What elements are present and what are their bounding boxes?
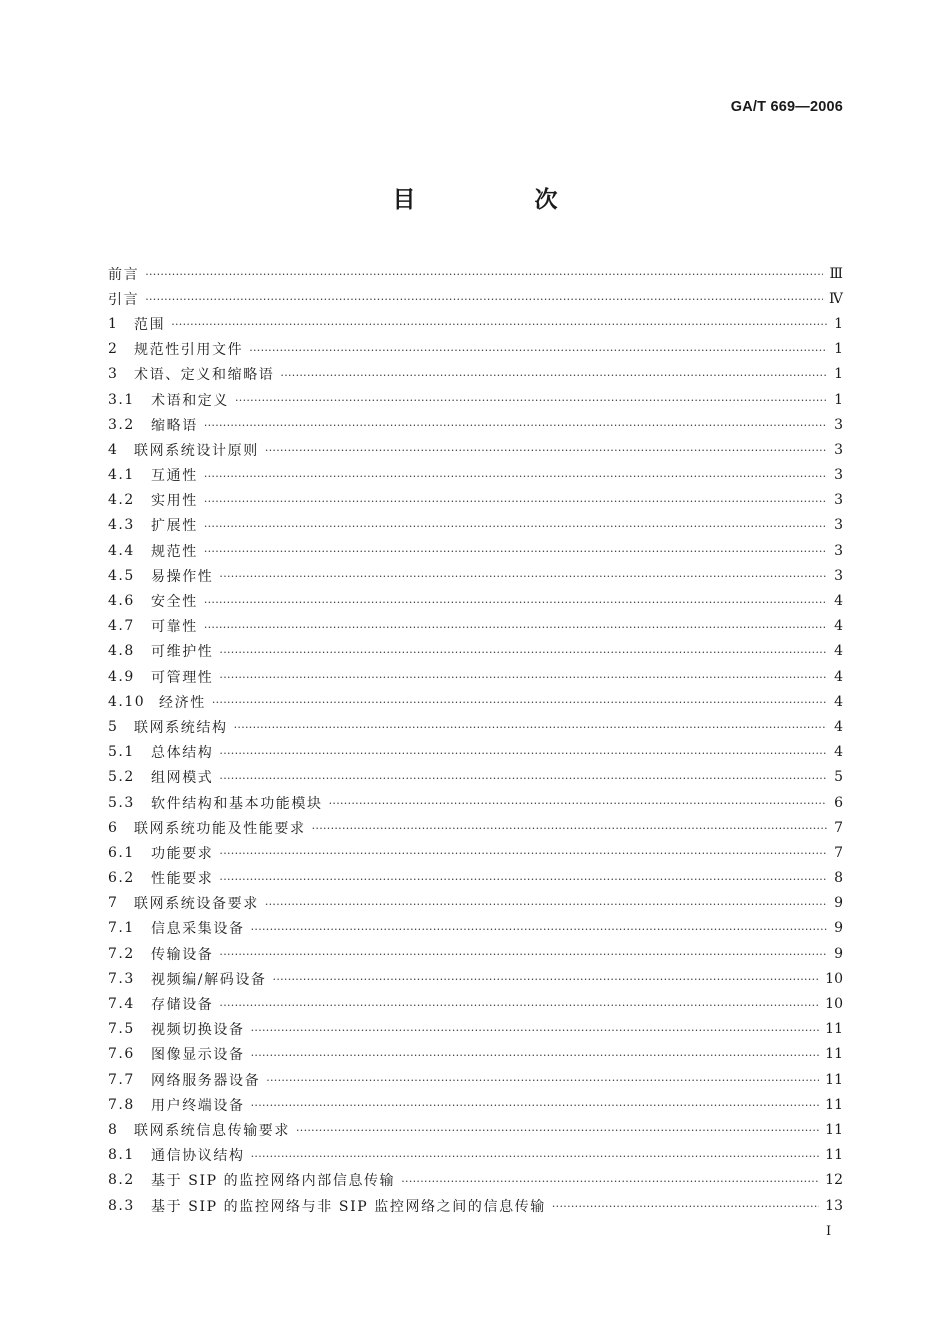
dot-leader [219, 847, 827, 860]
toc-entry-number: 8.1 [108, 1147, 135, 1164]
toc-entry[interactable] [108, 261, 843, 286]
toc-entry[interactable] [108, 966, 843, 991]
toc-entry[interactable] [108, 1092, 843, 1117]
toc-entry-page: 4 [834, 618, 843, 635]
toc-entry-page: 1 [834, 391, 843, 408]
toc-entry-page: 11 [825, 1046, 843, 1063]
toc-entry-number: 8.2 [108, 1172, 135, 1189]
toc-entry-title: 联网系统结构 [134, 719, 228, 736]
toc-entry-title: 术语和定义 [151, 392, 229, 409]
toc-entry[interactable] [108, 815, 843, 840]
toc-entry[interactable] [108, 412, 843, 437]
toc-entry-number: 7.4 [108, 996, 135, 1013]
toc-entry-page: 4 [834, 593, 843, 610]
toc-entry-number: 8 [108, 1121, 119, 1138]
toc-entry-title: 用户终端设备 [151, 1097, 245, 1114]
toc-entry-number: 4.1 [108, 467, 135, 484]
toc-entry-page: Ⅲ [829, 265, 843, 282]
toc-entry-page: 1 [834, 366, 843, 383]
toc-entry-title: 联网系统信息传输要求 [134, 1122, 290, 1139]
toc-entry-number: 7.6 [108, 1046, 135, 1063]
toc-entry-title: 可管理性 [151, 669, 214, 686]
toc-entry-page: 3 [834, 416, 843, 433]
toc-entry-number: 5 [108, 718, 119, 735]
dot-leader [219, 570, 827, 583]
toc-entry-page: 6 [834, 794, 843, 811]
toc-entry-number: 2 [108, 341, 119, 358]
toc-entry[interactable] [108, 437, 843, 462]
toc-entry-page: Ⅳ [829, 290, 843, 307]
dot-leader [145, 268, 823, 281]
toc-entry[interactable] [108, 588, 843, 613]
dot-leader [329, 797, 827, 810]
toc-entry-number: 7 [108, 895, 119, 912]
dot-leader [312, 822, 827, 835]
standard-code: GA/T 669—2006 [730, 99, 843, 115]
dot-leader [251, 1099, 820, 1112]
toc-entry-page: 7 [834, 844, 843, 861]
page-title: 目 次 [392, 187, 606, 213]
toc-entry-title: 实用性 [151, 493, 198, 510]
dot-leader [171, 318, 827, 331]
dot-leader [204, 545, 827, 558]
toc-entry-page: 9 [834, 895, 843, 912]
toc-entry[interactable] [108, 1168, 843, 1193]
toc-entry-page: 8 [834, 870, 843, 887]
toc-entry-title: 缩略语 [151, 417, 198, 434]
toc-entry[interactable] [108, 1067, 843, 1092]
dot-leader [219, 999, 819, 1012]
toc-entry-page: 11 [825, 1147, 843, 1164]
dot-leader [249, 344, 827, 357]
toc-entry-number: 4.6 [108, 593, 135, 610]
toc-entry-title: 扩展性 [151, 518, 198, 535]
toc-entry-number: 7.2 [108, 945, 135, 962]
dot-leader [251, 1150, 820, 1163]
toc-entry-page: 4 [834, 693, 843, 710]
toc-entry-title: 易操作性 [151, 568, 214, 585]
toc-entry[interactable] [108, 362, 843, 387]
toc-entry-page: 13 [825, 1197, 843, 1214]
toc-entry-title: 联网系统设备要求 [134, 896, 259, 913]
toc-entry-number: 7.7 [108, 1071, 135, 1088]
toc-entry-title: 视频切换设备 [151, 1022, 245, 1039]
toc-entry-number: 3.1 [108, 391, 135, 408]
toc-entry-number: 4.7 [108, 618, 135, 635]
dot-leader [204, 470, 827, 483]
toc-entry-number: 7.5 [108, 1021, 135, 1038]
toc-entry-title: 信息采集设备 [151, 921, 245, 938]
toc-entry-number: 4.4 [108, 542, 135, 559]
dot-leader [212, 696, 827, 709]
dot-leader [235, 394, 827, 407]
toc-entry-page: 11 [825, 1021, 843, 1038]
dot-leader [234, 721, 827, 734]
toc-entry-page: 3 [834, 441, 843, 458]
toc-entry[interactable] [108, 387, 843, 412]
dot-leader [552, 1200, 819, 1213]
toc-entry[interactable] [108, 916, 843, 941]
toc-entry-title: 规范性 [151, 543, 198, 560]
toc-entry-title: 视频编/解码设备 [151, 971, 267, 988]
toc-entry[interactable] [108, 689, 843, 714]
toc-entry[interactable] [108, 488, 843, 513]
toc-entry-title: 引言 [108, 291, 140, 308]
toc-entry-page: 10 [825, 996, 843, 1013]
toc-entry-page: 4 [834, 643, 843, 660]
toc-entry-title: 网络服务器设备 [151, 1072, 261, 1089]
toc-entry[interactable] [108, 639, 843, 664]
dot-leader [204, 621, 827, 634]
toc-entry-title: 可维护性 [151, 644, 214, 661]
toc-entry[interactable] [108, 840, 843, 865]
toc-entry[interactable] [108, 513, 843, 538]
toc-entry-title: 基于 SIP 的监控网络与非 SIP 监控网络之间的信息传输 [151, 1198, 546, 1215]
dot-leader [265, 898, 827, 911]
dot-leader [219, 948, 827, 961]
toc-entry-page: 5 [834, 769, 843, 786]
toc-entry-page: 12 [825, 1172, 843, 1189]
toc-entry-title: 互通性 [151, 468, 198, 485]
toc-entry-number: 3.2 [108, 416, 135, 433]
toc-entry-title: 通信协议结构 [151, 1148, 245, 1165]
toc-entry[interactable] [108, 866, 843, 891]
dot-leader [265, 444, 827, 457]
toc-entry-page: 3 [834, 542, 843, 559]
dot-leader [219, 747, 827, 760]
toc-entry-page: 4 [834, 718, 843, 735]
toc-entry[interactable] [108, 941, 843, 966]
toc-entry[interactable] [108, 563, 843, 588]
toc-entry-page: 9 [834, 920, 843, 937]
toc-entry-number: 4.5 [108, 567, 135, 584]
toc-entry-page: 3 [834, 517, 843, 534]
toc-entry-number: 7.1 [108, 920, 135, 937]
toc-entry-title: 规范性引用文件 [134, 342, 244, 359]
toc-entry-title: 性能要求 [151, 871, 214, 888]
toc-entry-number: 4.10 [108, 693, 146, 710]
toc-entry[interactable] [108, 765, 843, 790]
toc-entry[interactable] [108, 740, 843, 765]
toc-entry-number: 7.3 [108, 970, 135, 987]
toc-entry-page: 3 [834, 467, 843, 484]
dot-leader [219, 772, 827, 785]
toc-entry-number: 7.8 [108, 1096, 135, 1113]
dot-leader [266, 1074, 819, 1087]
toc-entry-title: 经济性 [159, 694, 206, 711]
toc-entry-page: 3 [834, 492, 843, 509]
toc-entry-title: 图像显示设备 [151, 1047, 245, 1064]
toc-entry[interactable] [108, 1193, 843, 1218]
dot-leader [296, 1124, 819, 1137]
toc-entry-title: 软件结构和基本功能模块 [151, 795, 323, 812]
toc-entry-title: 联网系统设计原则 [134, 442, 259, 459]
toc-entry-number: 4.8 [108, 643, 135, 660]
toc-entry-page: 7 [834, 819, 843, 836]
toc-entry[interactable] [108, 664, 843, 689]
dot-leader [204, 419, 827, 432]
toc-entry-page: 4 [834, 744, 843, 761]
toc-entry[interactable] [108, 891, 843, 916]
dot-leader [145, 293, 823, 306]
dot-leader [251, 923, 827, 936]
toc-entry-page: 10 [825, 970, 843, 987]
toc-entry-title: 组网模式 [151, 770, 214, 787]
dot-leader [219, 646, 827, 659]
toc-entry-number: 4.9 [108, 668, 135, 685]
toc-entry-title: 总体结构 [151, 745, 214, 762]
dot-leader [219, 671, 827, 684]
toc-entry-title: 安全性 [151, 594, 198, 611]
table-of-contents [108, 261, 843, 1218]
toc-entry[interactable] [108, 614, 843, 639]
toc-entry[interactable] [108, 286, 843, 311]
toc-entry[interactable] [108, 311, 843, 336]
toc-entry[interactable] [108, 1017, 843, 1042]
dot-leader [204, 520, 827, 533]
toc-entry-number: 4.2 [108, 492, 135, 509]
toc-entry[interactable] [108, 714, 843, 739]
toc-entry-number: 5.2 [108, 769, 135, 786]
dot-leader [204, 596, 827, 609]
dot-leader [204, 495, 827, 508]
toc-entry-number: 6.2 [108, 870, 135, 887]
toc-entry-page: 1 [834, 341, 843, 358]
page-number: I [826, 1224, 832, 1239]
toc-entry-number: 4.3 [108, 517, 135, 534]
toc-entry[interactable] [108, 1143, 843, 1168]
toc-entry-title: 术语、定义和缩略语 [134, 367, 275, 384]
toc-entry[interactable] [108, 337, 843, 362]
toc-entry-number: 6 [108, 819, 119, 836]
toc-entry-number: 5.3 [108, 794, 135, 811]
toc-entry-title: 联网系统功能及性能要求 [134, 820, 306, 837]
dot-leader [251, 1024, 820, 1037]
toc-entry-page: 4 [834, 668, 843, 685]
toc-entry-title: 功能要求 [151, 845, 214, 862]
toc-entry-page: 3 [834, 567, 843, 584]
toc-entry-number: 6.1 [108, 844, 135, 861]
toc-entry-number: 3 [108, 366, 119, 383]
dot-leader [251, 1049, 820, 1062]
toc-entry-title: 基于 SIP 的监控网络内部信息传输 [151, 1173, 396, 1190]
toc-entry[interactable] [108, 991, 843, 1016]
toc-entry[interactable] [108, 463, 843, 488]
toc-entry-title: 存储设备 [151, 997, 214, 1014]
toc-entry[interactable] [108, 790, 843, 815]
toc-entry-page: 11 [825, 1096, 843, 1113]
dot-leader [280, 369, 827, 382]
toc-entry-page: 9 [834, 945, 843, 962]
dot-leader [273, 973, 820, 986]
toc-entry-number: 1 [108, 315, 119, 332]
toc-entry-title: 可靠性 [151, 619, 198, 636]
toc-entry-title: 范围 [134, 316, 166, 333]
dot-leader [219, 873, 827, 886]
toc-entry[interactable] [108, 1042, 843, 1067]
toc-entry-page: 1 [834, 315, 843, 332]
toc-entry-number: 8.3 [108, 1197, 135, 1214]
dot-leader [401, 1175, 819, 1188]
toc-entry[interactable] [108, 538, 843, 563]
toc-entry-number: 4 [108, 441, 119, 458]
toc-entry-page: 11 [825, 1121, 843, 1138]
toc-entry[interactable] [108, 1117, 843, 1142]
toc-entry-page: 11 [825, 1071, 843, 1088]
toc-entry-title: 前言 [108, 266, 140, 283]
toc-entry-number: 5.1 [108, 744, 135, 761]
toc-entry-title: 传输设备 [151, 946, 214, 963]
